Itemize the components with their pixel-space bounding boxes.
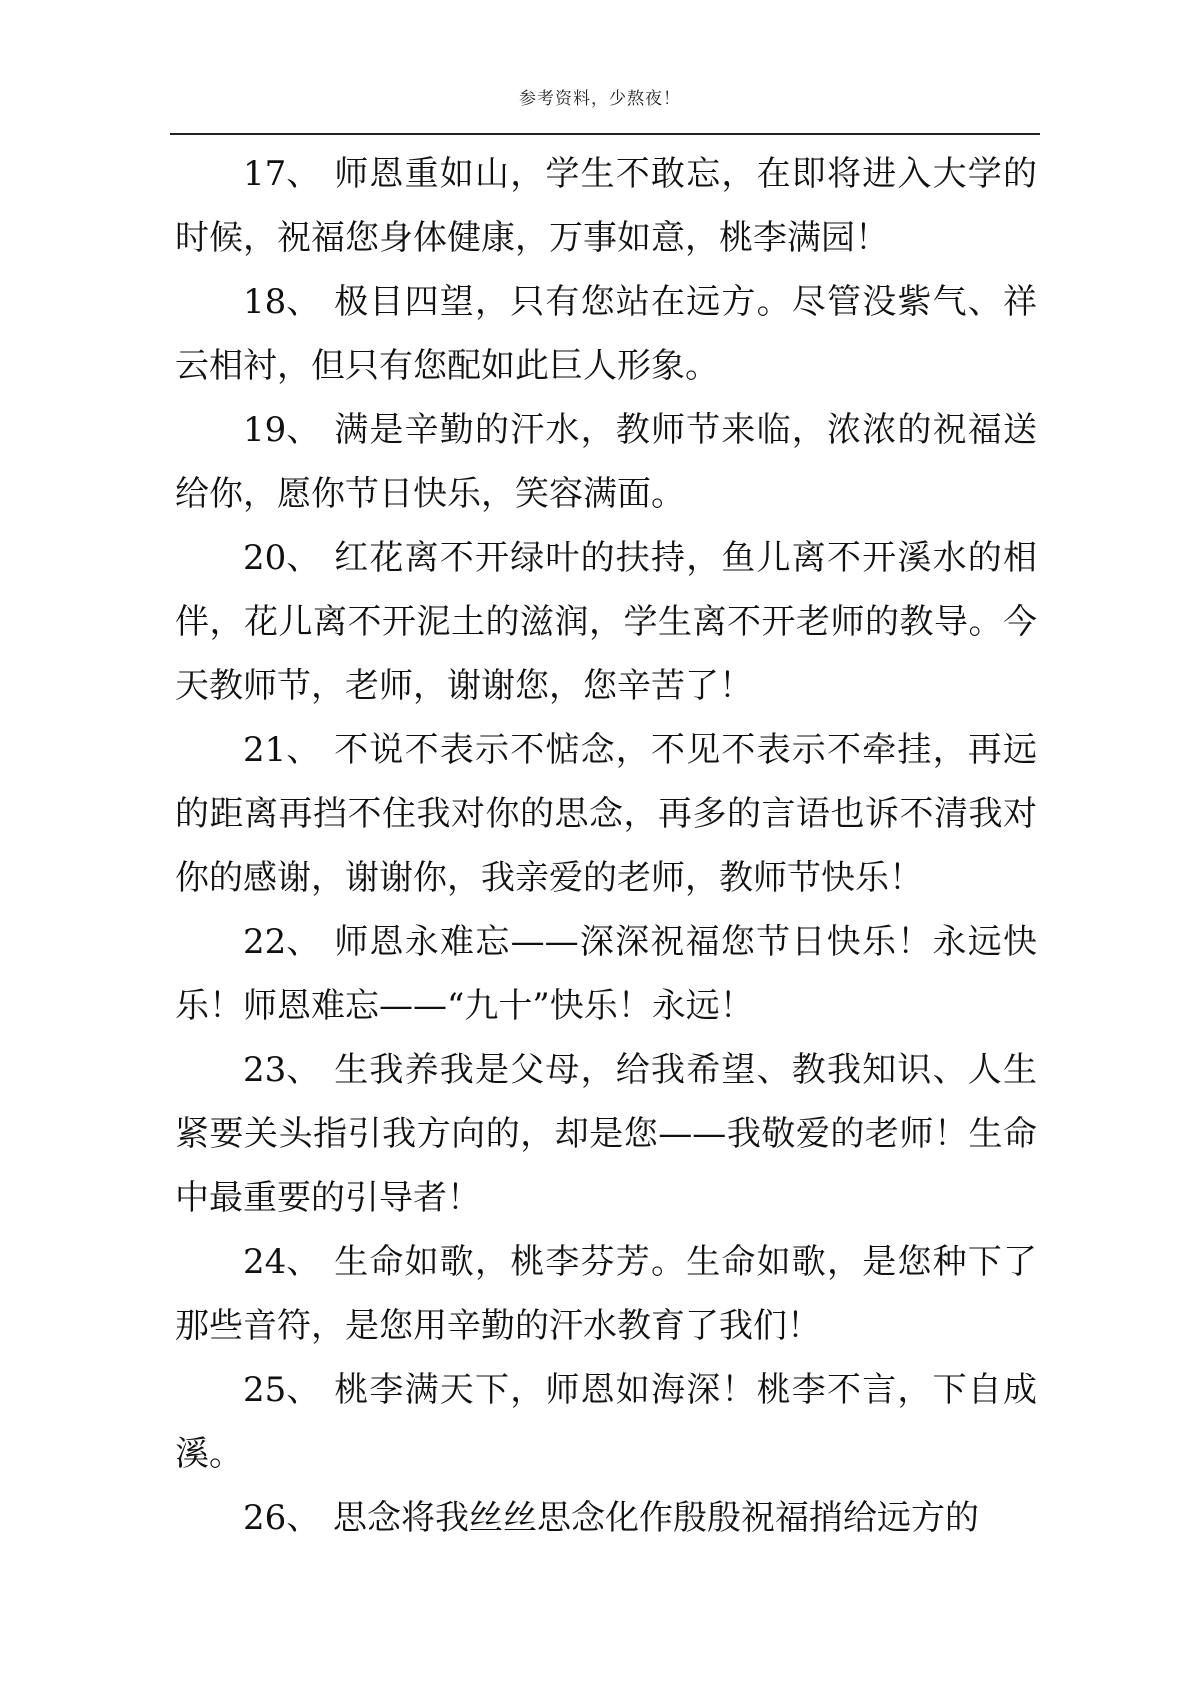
entry-23: [175, 1038, 1037, 1230]
page-header: 参考资料，少熬夜！: [519, 89, 681, 109]
entry-26: [175, 1486, 1037, 1550]
entry-19: [175, 398, 1037, 526]
entry-20: [175, 526, 1037, 718]
entry-text: 思念将我丝丝思念化作殷殷祝福捎给远方的: [333, 1498, 979, 1538]
entry-number: 24、: [243, 1242, 321, 1282]
entry-number: 22、: [243, 922, 321, 962]
entry-number: 20、: [243, 538, 321, 578]
entry-text: 不说不表示不惦念，不见不表示不牵挂，再远的距离再挡不住我对你的思念，再多的言语也诉不清我对你的感谢，谢谢你，我亲爱的老师，教师节快乐！: [175, 730, 1037, 898]
entry-number: 26、: [243, 1498, 321, 1538]
entry-text: 极目四望，只有您站在远方。尽管没紫气、祥云相衬，但只有您配如此巨人形象。: [175, 282, 1037, 386]
entry-21: [175, 718, 1037, 910]
entry-text: 师恩永难忘——深深祝福您节日快乐！永远快乐！师恩难忘——“九十”快乐！永远！: [175, 922, 1037, 1026]
entry-text: 师恩重如山，学生不敢忘，在即将进入大学的时候，祝福您身体健康，万事如意，桃李满园！: [175, 154, 1037, 258]
entry-text: 满是辛勤的汗水，教师节来临，浓浓的祝福送给你，愿你节日快乐，笑容满面。: [175, 410, 1037, 514]
entry-number: 19、: [243, 410, 321, 450]
entry-24: [175, 1230, 1037, 1358]
entry-number: 25、: [243, 1370, 321, 1410]
entry-text: 生我养我是父母，给我希望、教我知识、人生紧要关头指引我方向的，却是您——我敬爱的老师！生命中最重要的引导者！: [175, 1050, 1037, 1218]
document-body: [175, 142, 1037, 1550]
entry-text: 桃李满天下，师恩如海深！桃李不言，下自成溪。: [175, 1370, 1037, 1474]
header-divider: [170, 133, 1040, 135]
entry-18: [175, 270, 1037, 398]
entry-22: [175, 910, 1037, 1038]
entry-text: 红花离不开绿叶的扶持，鱼儿离不开溪水的相伴，花儿离不开泥土的滋润，学生离不开老师的教导。今天教师节，老师，谢谢您，您辛苦了！: [175, 538, 1037, 706]
entry-number: 17、: [243, 154, 321, 194]
entry-text: 生命如歌，桃李芬芳。生命如歌，是您种下了那些音符，是您用辛勤的汗水教育了我们！: [175, 1242, 1037, 1346]
entry-number: 23、: [243, 1050, 321, 1090]
entry-17: [175, 142, 1037, 270]
entry-number: 21、: [243, 730, 321, 770]
entry-number: 18、: [243, 282, 321, 322]
entry-25: [175, 1358, 1037, 1486]
